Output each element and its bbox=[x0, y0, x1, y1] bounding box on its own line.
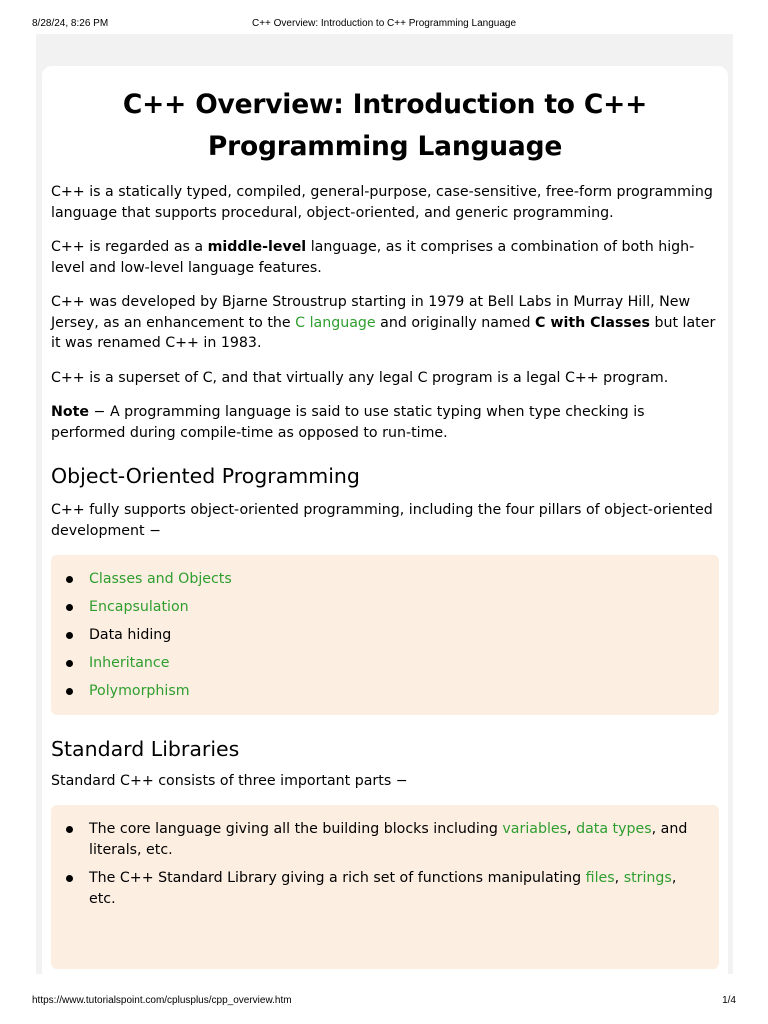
page-frame bbox=[36, 34, 733, 974]
bold-text: middle-level bbox=[207, 239, 307, 255]
bullet-icon bbox=[66, 632, 73, 639]
text: The C++ Standard Library giving a rich set of functions manipulating bbox=[89, 870, 586, 886]
list-item bbox=[51, 569, 719, 590]
list-item bbox=[51, 819, 705, 860]
print-date: 8/28/24, 8:26 PM bbox=[32, 18, 109, 29]
paragraph-stdlib-intro: Standard C++ consists of three important parts − bbox=[51, 772, 408, 789]
bullet-icon bbox=[66, 826, 73, 833]
print-url: https://www.tutorialspoint.com/cplusplus/cpp_overview.htm bbox=[32, 995, 292, 1006]
text: , bbox=[614, 870, 624, 886]
stdlib-parts-box bbox=[51, 805, 719, 969]
oop-pillars-list bbox=[51, 569, 719, 702]
strings-link[interactable]: strings bbox=[623, 870, 672, 886]
print-footer bbox=[0, 990, 768, 1024]
variables-link[interactable]: variables bbox=[502, 821, 568, 837]
paragraph-intro: C++ is a statically typed, compiled, general-purpose, case-sensitive, free-form programming language that supports procedural, object-oriented, and generic programming. bbox=[51, 184, 713, 221]
note-text: − A programming language is said to use static typing when type checking is performed during compile-time as opposed to run-time. bbox=[51, 404, 645, 441]
article-content bbox=[51, 84, 719, 969]
print-page-title: C++ Overview: Introduction to C++ Programming Language bbox=[251, 18, 517, 29]
list-item bbox=[51, 681, 719, 702]
bullet-icon bbox=[66, 688, 73, 695]
text: C++ was developed by Bjarne Stroustrup starting in 1979 at Bell Labs in Murray Hill, New Jersey, as an enhancement to the bbox=[51, 294, 691, 331]
text: The core language giving all the building blocks including bbox=[89, 821, 503, 837]
paragraph-oop-intro: C++ fully supports object-oriented programming, including the four pillars of object-oriented development − bbox=[51, 502, 713, 539]
list-item bbox=[51, 625, 719, 646]
bullet-icon bbox=[66, 875, 73, 882]
paragraph-middle-level bbox=[51, 237, 719, 278]
bullet-icon bbox=[66, 660, 73, 667]
bullet-icon bbox=[66, 604, 73, 611]
text: but later it was renamed C++ in 1983. bbox=[51, 314, 716, 351]
files-link[interactable]: files bbox=[585, 870, 615, 886]
paragraph-history bbox=[51, 292, 719, 354]
encapsulation-link[interactable]: Encapsulation bbox=[89, 599, 189, 615]
article-title: C++ Overview: Introduction to C++ Programming Language bbox=[122, 89, 648, 162]
paragraph-superset: C++ is a superset of C, and that virtually any legal C program is a legal C++ program. bbox=[51, 369, 669, 386]
c-language-link[interactable]: C language bbox=[295, 314, 376, 331]
article-card bbox=[42, 66, 728, 974]
text: language, as it comprises a combination of both high-level and low-level language features. bbox=[51, 239, 695, 276]
stdlib-parts-list bbox=[51, 819, 705, 909]
classes-and-objects-link[interactable]: Classes and Objects bbox=[89, 571, 232, 587]
data-hiding-text: Data hiding bbox=[89, 627, 172, 643]
note-paragraph bbox=[51, 402, 719, 443]
print-header bbox=[0, 0, 768, 34]
text: and originally named bbox=[375, 314, 535, 331]
text: C++ is regarded as a bbox=[51, 239, 208, 255]
polymorphism-link[interactable]: Polymorphism bbox=[89, 683, 190, 699]
print-page-number: 1/4 bbox=[722, 995, 736, 1006]
bullet-icon bbox=[66, 576, 73, 583]
list-item bbox=[51, 868, 705, 909]
text: , and literals, etc. bbox=[89, 821, 688, 858]
text: , bbox=[567, 821, 577, 837]
list-item bbox=[51, 653, 719, 674]
data-types-link[interactable]: data types bbox=[576, 821, 652, 837]
oop-pillars-box bbox=[51, 555, 719, 715]
bold-text: C with Classes bbox=[535, 314, 650, 331]
inheritance-link[interactable]: Inheritance bbox=[89, 655, 170, 671]
note-label: Note bbox=[51, 404, 90, 420]
text: , etc. bbox=[89, 870, 677, 907]
list-item bbox=[51, 597, 719, 618]
heading-oop: Object-Oriented Programming bbox=[51, 464, 360, 488]
heading-standard-libraries: Standard Libraries bbox=[51, 736, 240, 761]
